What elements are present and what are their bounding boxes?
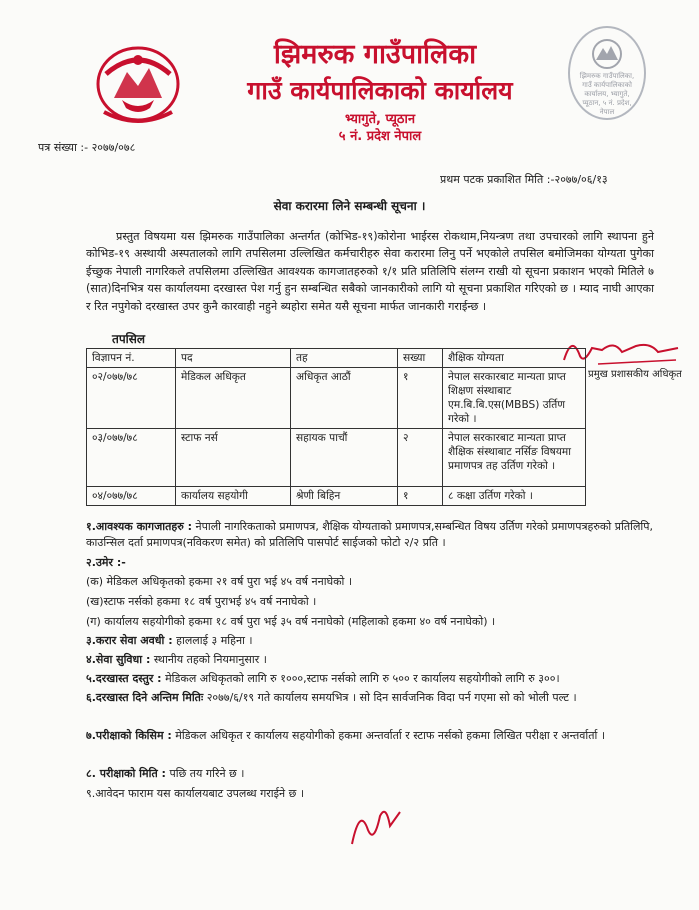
item-exam-type — [86, 728, 666, 744]
table-row — [87, 487, 586, 506]
stamp-text: झिमरुक गाउँपालिका, गाउँ कार्यपालिकाको कार्यालय, भ्यागुते, प्यूठान, ५ नं. प्रदेश, नेपाल — [579, 72, 635, 116]
table-cell: ०३/०७७/७८ — [87, 429, 176, 487]
item-exam-date — [86, 766, 666, 782]
item-fee — [86, 671, 666, 687]
table-header-row — [87, 349, 586, 368]
table-cell: नेपाल सरकारबाट मान्यता प्राप्त शैक्षिक संस्थाबाट नर्सिङ विषयमा प्रमाणपत्र तह उर्तिण गरेको । — [443, 429, 586, 487]
notice-paragraph-text: प्रस्तुत विषयमा यस झिमरुक गाउँपालिका अन्तर्गत (कोभिड-१९)कोरोना भाईरस रोकथाम,नियन्त्रण तथा उपचारको लागि स्थापना हुने कोभिड-१९ अस्थायी अस्पतालको लागि तपसिलमा उल्लिखित कर्मचारीहरु सेवा करारमा लिनु पर्ने भएकोले तपसिल बमोजिमका योग्यता पुगेका ईच्छुक नेपाली नागरिकले तपसिलमा उल्लिखित आवश्यक कागजातहरुको १/१ प्रति प्रतिलिपि संलग्न राखी यो सूचना प्रकाशन भएको मितिले ७ (सात)दिनभित्र यस कार्यालयमा दरखास्त पेश गर्नु हुन सम्बन्धित सबैको जानकारीको लागि यो सूचना प्रकाशित गरिएको छ । म्याद नाघी आएका र रित नपुगेको दरखास्त उपर कुनै कारवाही नहुने ब्यहोरा समेत यसै सूचना मार्फत जानकारी गराईन्छ । — [86, 230, 654, 313]
table-cell: अधिकृत आठौं — [291, 368, 398, 429]
item-text: नेपाली नागरिकताको प्रमाणपत्र, शैक्षिक योग्यताको प्रमाणपत्र,सम्बन्धित विषय उर्तिण गरेको प्रमाणपत्रहरुको प्रतिलिपि, काउन्सिल दर्ता प्रमाणपत्र(नविकरण समेत) को प्रतिलिपि पासपोर्ट साईजको फोटो २/२ प्रति । — [86, 520, 654, 549]
table-cell: नेपाल सरकारबाट मान्यता प्राप्त शिक्षण संस्थाबाट एम.बि.बि.एस(MBBS) उर्तिण गरेको । — [443, 368, 586, 429]
letter-number: पत्र संख्या :- २०७७/०७८ — [38, 141, 136, 154]
item-text: मेडिकल अधिकृत र कार्यालय सहयोगीको हकमा अन्तर्वार्ता र स्टाफ नर्सको हकमा लिखित परीक्षा र अन्तर्वार्ता । — [175, 729, 605, 742]
publish-date: प्रथम पटक प्रकाशित मिति :-२०७७/०६/१३ — [440, 173, 608, 186]
notice-title: सेवा करारमा लिने सम्बन्धी सूचना । — [273, 199, 426, 213]
col-header: तह — [291, 349, 398, 368]
item-facility — [86, 652, 666, 668]
nepal-emblem-icon — [92, 38, 184, 128]
notice-paragraph — [86, 228, 654, 315]
table-cell: स्टाफ नर्स — [176, 429, 291, 487]
item-label: २.उमेर :- — [86, 556, 126, 569]
table-cell: मेडिकल अधिकृत — [176, 368, 291, 429]
item-text: मेडिकल अधिकृतको लागि रु १०००,स्टाफ नर्सको लागि रु ५०० र कार्यालय सहयोगीको लागि रु ३००। — [165, 672, 560, 685]
province: ५ नं. प्रदेश नेपाल — [338, 129, 422, 144]
table-cell: २ — [398, 429, 443, 487]
item-label: ५.दरखास्त दस्तुर : — [86, 672, 162, 685]
item-label: ६.दरखास्त दिने अन्तिम मितिः — [86, 691, 204, 704]
location: भ्यागुते, प्यूठान — [344, 112, 416, 127]
table-cell: श्रेणी बिहिन — [291, 487, 398, 506]
item-text: हाललाई ३ महिना । — [176, 634, 253, 647]
item-deadline — [86, 690, 666, 706]
office-stamp — [568, 26, 646, 120]
office-name: गाउँ कार्यपालिकाको कार्यालय — [247, 76, 513, 105]
item-documents — [86, 519, 666, 551]
tapsil-heading: तपसिल — [112, 332, 146, 346]
vacancy-table — [86, 348, 586, 506]
item-age-label — [86, 555, 666, 571]
municipality-name: झिमरुक गाउँपालिका — [273, 39, 477, 70]
table-cell: ८ कक्षा उर्तिण गरेको । — [443, 487, 586, 506]
table-cell: ०४/०७७/७८ — [87, 487, 176, 506]
item-text: स्थानीय तहको नियमानुसार । — [153, 653, 267, 666]
item-text: पछि तय गरिने छ । — [169, 767, 245, 780]
item-age-a: (क) मेडिकल अधिकृतको हकमा २१ वर्ष पुरा भई ४५ वर्ष ननाघेको । — [86, 575, 353, 588]
item-label: १.आवश्यक कागजातहरु : — [86, 520, 193, 533]
col-header: सख्या — [398, 349, 443, 368]
item-label: ३.करार सेवा अवधी : — [86, 634, 173, 647]
table-cell: सहायक पाचौं — [291, 429, 398, 487]
item-form: ९.आवेदन फाराम यस कार्यालयबाट उपलब्ध गराईने छ । — [86, 787, 304, 800]
bottom-signature-icon — [346, 800, 406, 850]
table-cell: कार्यालय सहयोगी — [176, 487, 291, 506]
stamp-emblem-icon — [570, 34, 644, 74]
item-label: ४.सेवा सुविधा : — [86, 653, 151, 666]
table-cell: १ — [398, 487, 443, 506]
table-cell: ०२/०७७/७८ — [87, 368, 176, 429]
col-header: विज्ञापन नं. — [87, 349, 176, 368]
item-text: २०७७/६/१९ गते कार्यालय समयभित्र । सो दिन सार्वजनिक विदा पर्न गएमा सो को भोली पल्ट । — [206, 691, 577, 704]
col-header: पद — [176, 349, 291, 368]
table-row — [87, 429, 586, 487]
item-label: ८. परीक्षाको मिति : — [86, 767, 166, 780]
col-header: शैक्षिक योग्यता — [443, 349, 586, 368]
table-row — [87, 368, 586, 429]
table-cell: १ — [398, 368, 443, 429]
item-age-c: (ग) कार्यालय सहयोगीको हकमा १८ वर्ष पुरा भई ३५ वर्ष ननाघेको (महिलाको हकमा ४० वर्ष ननाघेको) । — [86, 615, 496, 628]
signature-title: प्रमुख प्रशासकीय अधिकृत — [588, 369, 682, 380]
item-period — [86, 633, 666, 649]
item-age-b: (ख)स्टाफ नर्सको हकमा १८ वर्ष पुराभई ४५ वर्ष ननाघेको । — [86, 595, 317, 608]
item-label: ७.परीक्षाको किसिम : — [86, 729, 172, 742]
